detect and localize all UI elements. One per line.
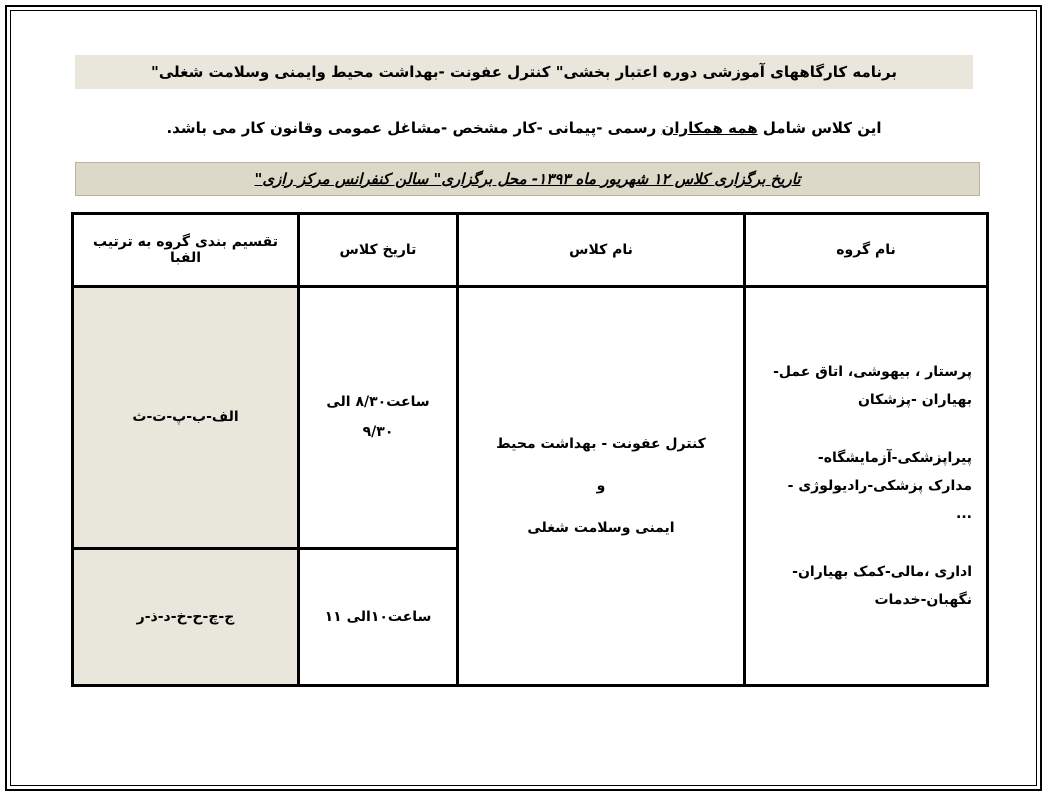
table-header-row [73,214,988,287]
session-time-cell [299,287,458,549]
audience-after: رسمی -پیمانی -کار مشخص -مشاغل عمومی وقانون کار می باشد. [166,119,662,137]
audience-underlined: همه همکاران [661,119,758,137]
schedule-table [71,212,989,687]
schedule-line: تاریخ برگزاری کلاس ۱۲ شهریور ماه ۱۳۹۳- محل برگزاری" سالن کنفرانس مرکز رازی" [254,170,801,188]
schedule-banner [75,162,980,196]
group-list-cell [745,287,988,686]
group-line: اداری ،مالی-کمک بهیاران- [792,564,972,580]
header-division: تقسیم بندی گروه به ترتیب الفبا [73,214,299,287]
session-time-line: ۹/۳۰ [362,424,394,441]
group-line: نگهبان-خدمات [874,592,972,608]
class-name-cell [458,287,745,686]
session-time-line: ساعت۱۰الی ۱۱ [324,608,432,625]
session-time-cell [299,548,458,685]
group-line: ... [956,506,972,522]
group-line: پیراپزشکی-آزمایشگاه- [817,450,972,466]
header-group-name: نام گروه [745,214,988,287]
class-line: ایمنی وسلامت شغلی [527,520,675,536]
workshop-title: برنامه کارگاههای آموزشی دوره اعتبار بخشی" کنترل عفونت -بهداشت محیط وایمنی وسلامت شغلی" [75,55,973,89]
audience-before: این کلاس شامل [757,119,882,137]
session-letters-cell: الف-ب-پ-ت-ث [73,287,299,549]
class-line: و [596,478,606,494]
audience-statement [75,113,973,143]
table-row [73,287,988,549]
group-line: بهیاران -پزشکان [857,392,972,408]
header-class-name: نام کلاس [458,214,745,287]
class-line: کنترل عفونت - بهداشت محیط [496,436,706,452]
session-time-line: ساعت۸/۳۰ الی [326,394,430,411]
header-class-date: تاریخ کلاس [299,214,458,287]
group-line: پرستار ، بیهوشی، اتاق عمل- [773,364,972,380]
group-line: مدارک پزشکی-رادیولوژی - [787,478,972,494]
session-letters-cell: ج-چ-ح-خ-د-ذ-ر [73,548,299,685]
